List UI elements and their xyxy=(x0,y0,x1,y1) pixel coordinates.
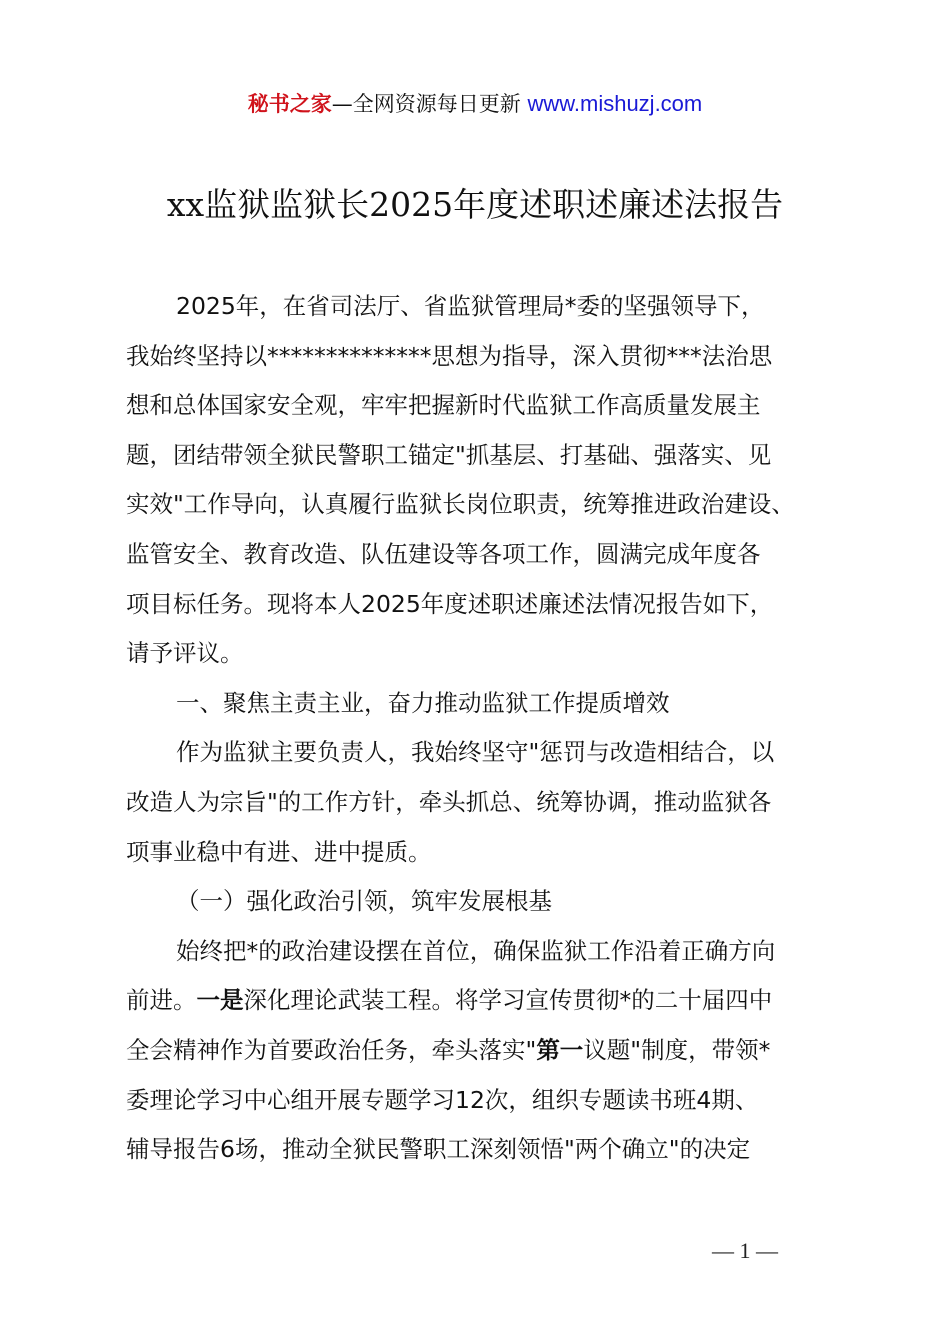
site-brand: 秘书之家 xyxy=(247,92,332,116)
paragraph-line: 委理论学习中心组开展专题学习12次，组织专题读书班4期、 xyxy=(126,1085,759,1114)
paragraph-line: 我始终坚持以**************思想为指导，深入贯彻***法治思 xyxy=(126,341,773,370)
paragraph-line: 作为监狱主要负责人，我始终坚守"惩罚与改造相结合，以 xyxy=(176,738,775,767)
paragraph-line: 项目标任务。现将本人2025年度述职述廉述法情况报告如下， xyxy=(126,589,774,618)
paragraph-line: 监管安全、教育改造、队伍建设等各项工作，圆满完成年度各 xyxy=(126,539,761,568)
bold-lead: 一是 xyxy=(196,986,244,1015)
site-tagline: —全网资源每日更新 xyxy=(331,92,528,116)
section-heading: 一、聚焦主责主业，奋力推动监狱工作提质增效 xyxy=(176,688,670,717)
paragraph-line: 想和总体国家安全观，牢牢把握新时代监狱工作高质量发展主 xyxy=(126,391,761,420)
paragraph-line xyxy=(126,1026,838,1076)
paragraph-line: 辅导报告6场，推动全狱民警职工深刻领悟"两个确立"的决定 xyxy=(126,1135,751,1164)
paragraph-line: 始终把*的政治建设摆在首位，确保监狱工作沿着正确方向 xyxy=(176,936,776,965)
line-segment: 深化理论武装工程。将学习宣传贯彻*的二十届四中 xyxy=(243,986,773,1015)
paragraph-line: 2025年，在省司法厅、省监狱管理局*委的坚强领导下， xyxy=(176,292,765,320)
subsection-heading: （一）强化政治引领，筑牢发展根基 xyxy=(176,887,552,916)
line-segment: 前进。 xyxy=(126,986,197,1015)
paragraph-line: 项事业稳中有进、进中提质。 xyxy=(126,837,432,866)
paragraph-line: 实效"工作导向，认真履行监狱长岗位职责，统筹推进政治建设、 xyxy=(126,490,795,519)
paragraph-line: 改造人为宗旨"的工作方针，牵头抓总、统筹协调，推动监狱各 xyxy=(126,787,772,816)
document-body xyxy=(126,282,838,1175)
line-segment: 议题"制度，带领* xyxy=(583,1035,771,1064)
document-title: xx监狱监狱长2025年度述职述廉述法报告 xyxy=(166,185,784,224)
site-url-link[interactable]: www.mishuzj.com xyxy=(527,91,703,116)
bold-term: 第一 xyxy=(536,1035,584,1064)
site-banner xyxy=(0,88,950,120)
paragraph-line: 请予评议。 xyxy=(126,639,244,668)
page-number: — 1 — xyxy=(712,1238,778,1263)
line-segment: 全会精神作为首要政治任务，牵头落实" xyxy=(126,1035,537,1064)
paragraph-line xyxy=(126,976,838,1026)
paragraph-line: 题，团结带领全狱民警职工锚定"抓基层、打基础、强落实、见 xyxy=(126,440,772,469)
